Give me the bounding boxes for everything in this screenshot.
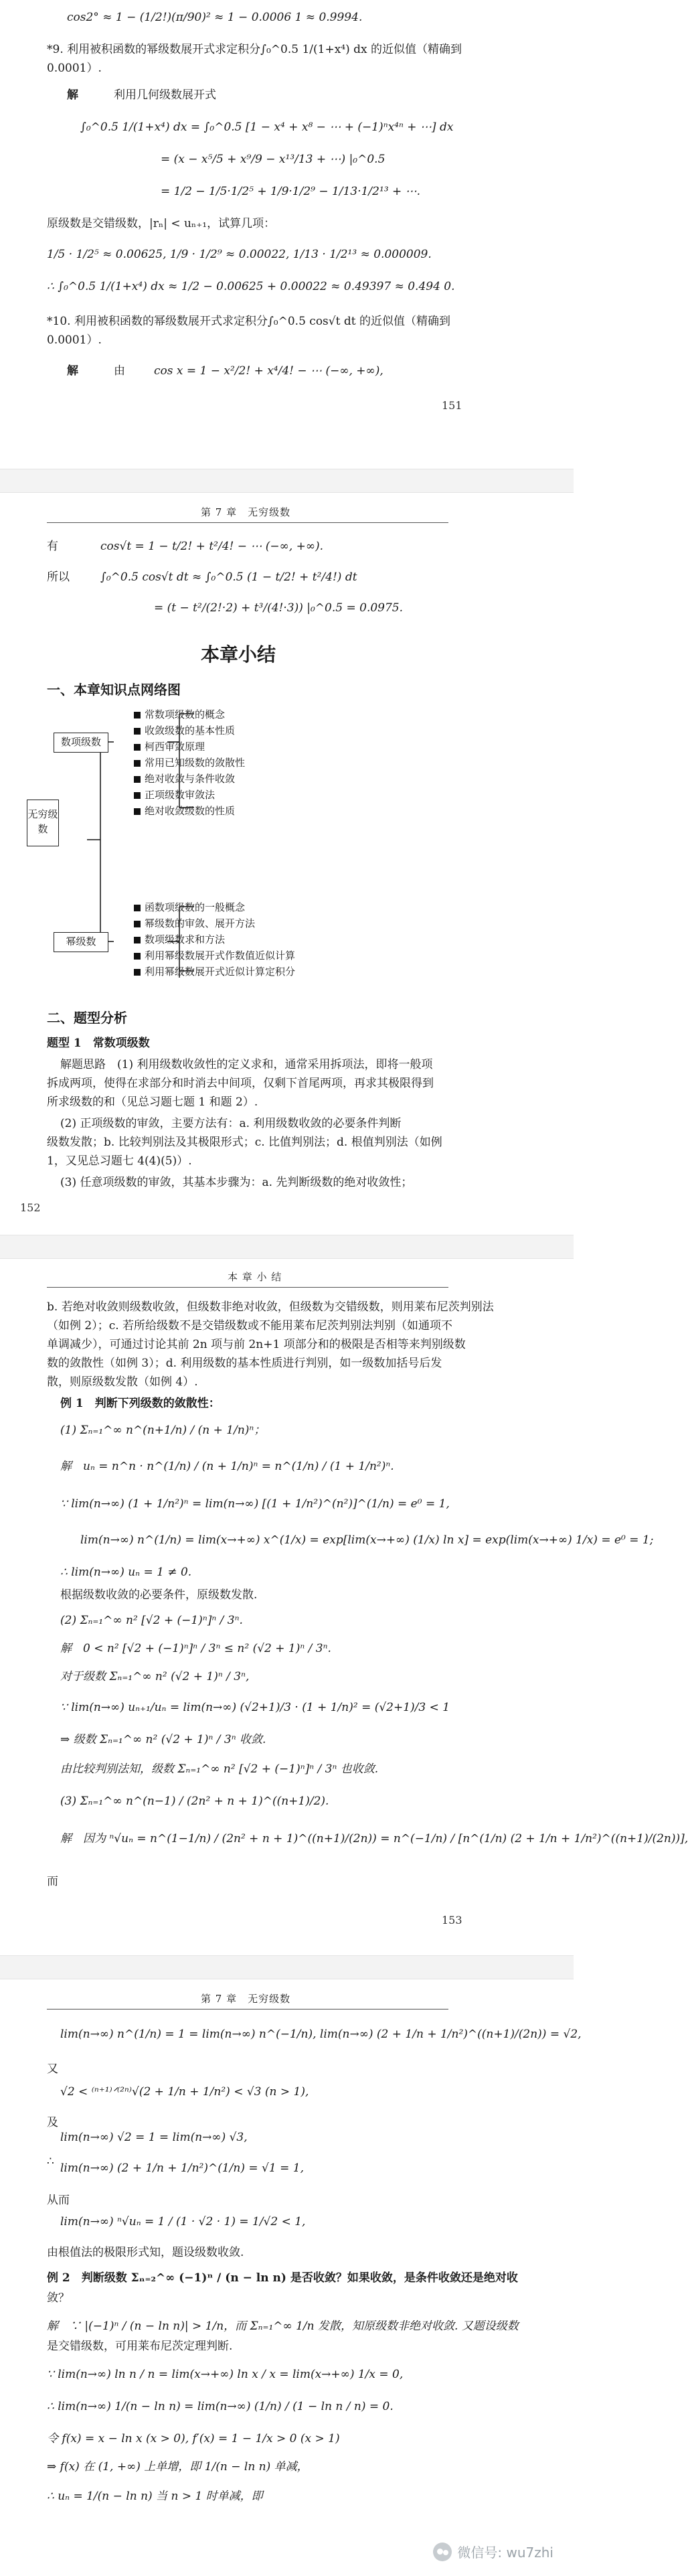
integral-expansion: ∫₀^0.5 1/(1+x⁴) dx = ∫₀^0.5 [1 − x⁴ + x⁸ − ⋯ + (−1)ⁿx⁴ⁿ + ⋯] dx [80, 121, 454, 134]
root-node [27, 800, 59, 846]
example-1-conclusion: 根据级数收敛的必要条件，原级数发散. [60, 1588, 258, 1602]
integral-result: ∴ ∫₀^0.5 1/(1+x⁴) dx ≈ 1/2 − 0.00625 + 0.00022 ≈ 0.49397 ≈ 0.494 0. [47, 280, 455, 293]
bullet-square-icon [134, 776, 141, 783]
method-cont-line: 散，则原级数发散（如例 4）. [47, 1375, 198, 1389]
example-2-abs: 解 ∵ |(−1)ⁿ / (n − ln n)| > 1/n，而 Σₙ₌₁^∞ 1/n 发散，知原级数非绝对收敛. 又题设级数 [47, 2320, 519, 2333]
example-1-un: 解 uₙ = n^n · n^(1/n) / (n + 1/n)ⁿ = n^(1/n) / (1 + 1/n²)ⁿ. [60, 1460, 394, 1473]
example-1-heading: 例 1 判断下列级数的敛散性： [60, 1397, 220, 1410]
section-problem-analysis: 二、题型分析 [47, 1010, 127, 1026]
problem-9-line-2: 0.0001）. [47, 62, 102, 75]
list-item: 正项级数审敛法 [134, 787, 215, 802]
bullet-square-icon [134, 905, 141, 911]
bullet-square-icon [134, 808, 141, 815]
limit-roots: lim(n→∞) √2 = 1 = lim(n→∞) √3, [60, 2131, 248, 2144]
alternating-note: 原级数是交错级数，|rₙ| < uₙ₊₁，试算几项： [47, 217, 276, 230]
page-number: 152 [20, 1201, 41, 1214]
root-node-label: 无穷级数 [27, 808, 58, 835]
page-number: 151 [442, 399, 462, 412]
example-2-un: ∴ uₙ = 1/(n − ln n) 当 n > 1 时单减，即 [47, 2490, 263, 2503]
example-2-leibniz: 是交错级数，可用莱布尼茨定理判断. [47, 2340, 233, 2353]
example-1-limit-a: ∵ lim(n→∞) (1 + 1/n²)ⁿ = lim(n→∞) [(1 + 1/n²)^(n²)]^(1/n) = e⁰ = 1, [60, 1497, 450, 1511]
er-label: 而 [47, 1875, 58, 1888]
page-separator [0, 1235, 574, 1259]
ji-label: 及 [47, 2116, 58, 2129]
chapter-summary-title: 本章小结 [201, 643, 276, 666]
example-1-part-2: (2) Σₙ₌₁^∞ n² [√2 + (−1)ⁿ]ⁿ / 3ⁿ. [60, 1614, 243, 1627]
integral-approx: ∫₀^0.5 cos√t dt ≈ ∫₀^0.5 (1 − t/2! + t²/4!) dt [100, 571, 357, 584]
method-line: 拆成两项，使得在求部分和时消去中间项，仅剩下首尾两项，再求其极限得到 [47, 1077, 434, 1090]
page-2 [0, 491, 574, 1255]
chapter-header: 本 章 小 结 [228, 1271, 282, 1283]
list-item: 利用幂级数展开式近似计算定积分 [134, 964, 295, 978]
example-1-limit-b: lim(n→∞) n^(1/n) = lim(x→+∞) x^(1/x) = exp[lim(x→+∞) (1/x) ln x] = exp(lim(x→+∞) 1/x) = e⁰ = 1; [80, 1533, 654, 1547]
example-1-part-3: (3) Σₙ₌₁^∞ n^(n−1) / (2n² + n + 1)^((n+1)/2). [60, 1795, 329, 1808]
bullet-square-icon [134, 937, 141, 943]
example-1-limit-un: ∴ lim(n→∞) uₙ = 1 ≠ 0. [60, 1566, 192, 1579]
series-terms: = 1/2 − 1/5·1/2⁵ + 1/9·1/2⁹ − 1/13·1/2¹³ + ⋯. [161, 185, 421, 198]
integral-evaluated: = (x − x⁵/5 + x⁹/9 − x¹³/13 + ⋯) |₀^0.5 [161, 153, 385, 166]
solution-by: 由 [114, 364, 125, 378]
bullet-square-icon [134, 792, 141, 799]
term-estimates: 1/5 · 1/2⁵ ≈ 0.00625, 1/9 · 1/2⁹ ≈ 0.00022, 1/13 · 1/2¹³ ≈ 0.000009. [47, 248, 432, 261]
page-number: 153 [442, 1914, 462, 1926]
wechat-icon [433, 2543, 452, 2561]
wechat-watermark [433, 2542, 553, 2561]
header-rule [47, 2009, 448, 2010]
limit-line: lim(n→∞) n^(1/n) = 1 = lim(n→∞) n^(−1/n), lim(n→∞) (2 + 1/n + 1/n²)^((n+1)/(2n)) = √2, [60, 2028, 582, 2041]
thus-label: 从而 [47, 2194, 70, 2207]
bullet-square-icon [134, 953, 141, 960]
list-item: 收敛级数的基本性质 [134, 723, 235, 737]
page-4 [0, 1978, 582, 2576]
root-conclusion: 由根值法的极限形式知，题设级数收敛. [47, 2246, 244, 2259]
method-line: 1，又见总习题七 4(4)(5)）. [47, 1154, 192, 1168]
chapter-header: 第 7 章 无穷级数 [201, 506, 291, 518]
list-item: 利用幂级数展开式作数值近似计算 [134, 948, 295, 962]
example-1-ratio: ∵ lim(n→∞) uₙ₊₁/uₙ = lim(n→∞) (√2+1)/3 · (1 + 1/n)² = (√2+1)/3 < 1 [60, 1701, 450, 1714]
you-label: 又 [47, 2062, 58, 2076]
list-item: 柯西审敛原理 [134, 739, 205, 753]
example-1-comparison-test: 由比较判别法知，级数 Σₙ₌₁^∞ n² [√2 + (−1)ⁿ]ⁿ / 3ⁿ 也收敛. [60, 1762, 379, 1776]
page-3 [0, 1258, 688, 1981]
cos-approx-line: cos2° ≈ 1 − (1/2!)(π/90)² ≈ 1 − 0.0006 1 ≈ 0.9994. [67, 11, 363, 24]
method-line: 所求级数的和（见总习题七题 1 和题 2）. [47, 1095, 258, 1109]
integral-value: = (t − t²/(2!·2) + t³/(4!·3)) |₀^0.5 = 0.0975. [154, 601, 404, 615]
page-1 [0, 0, 574, 489]
example-2-limit-term: ∴ lim(n→∞) 1/(n − ln n) = lim(n→∞) (1/n) / (1 − ln n / n) = 0. [47, 2400, 394, 2413]
solution-label-10: 解 [67, 364, 78, 378]
problem-10-line-2: 0.0001）. [47, 333, 102, 347]
method-line: (2) 正项级数的审敛，主要方法有：a. 利用级数收敛的必要条件判断 [60, 1117, 402, 1130]
method-line: 解题思路 (1) 利用级数收敛性的定义求和，通常采用拆项法，即将一般项 [60, 1058, 433, 1071]
problem-9-line: *9. 利用被积函数的幂级数展开式求定积分∫₀^0.5 1/(1+x⁴) dx 的近似值（精确到 [47, 43, 462, 56]
limit-one: lim(n→∞) (2 + 1/n + 1/n²)^(1/n) = √1 = 1, [60, 2162, 304, 2175]
method-cont-line: （如例 2）；c. 若所给级数不是交错级数或不能用莱布尼茨判别法判别（如通项不 [47, 1319, 453, 1333]
example-2-heading-cont: 敛？ [47, 2291, 70, 2305]
list-item: 绝对收敛级数的性质 [134, 804, 235, 818]
watermark-text: 微信号: wu7zhi [457, 2545, 553, 2561]
example-2-heading: 例 2 判断级数 Σₙ₌₂^∞ (−1)ⁿ / (n − ln n) 是否收敛？如果收敛，是条件收敛还是绝对收 [47, 2271, 518, 2285]
example-1-converge: ⇒ 级数 Σₙ₌₁^∞ n² (√2 + 1)ⁿ / 3ⁿ 收敛. [60, 1733, 266, 1746]
example-1-root: 解 因为 ⁿ√uₙ = n^(1−1/n) / (2n² + n + 1)^((n+1)/(2n)) = n^(−1/n) / [n^(1/n) (2 + 1/n + 1/n²)^((n+1)/(2n))], [60, 1832, 688, 1845]
list-item: 常数项级数的概念 [134, 707, 225, 721]
section-knowledge-map: 一、本章知识点网络图 [47, 682, 181, 698]
cos-sqrt-series: cos√t = 1 − t/2! + t²/4! − ⋯ (−∞, +∞). [100, 540, 324, 553]
cos-series: cos x = 1 − x²/2! + x⁴/4! − ⋯ (−∞, +∞), [154, 364, 383, 378]
header-rule [47, 1287, 448, 1288]
method-line: 级数发散；b. 比较判别法及其极限形式；c. 比值判别法；d. 根值判别法（如例 [47, 1136, 442, 1149]
list-item: 绝对收敛与条件收敛 [134, 771, 235, 785]
branch-node-power-series: 幂级数 [54, 932, 108, 952]
header-rule [47, 522, 448, 523]
list-item: 数项级数求和方法 [134, 932, 225, 946]
chapter-header: 第 7 章 无穷级数 [201, 1993, 291, 2005]
solution-intro: 利用几何级数展开式 [114, 88, 216, 102]
method-cont-line: b. 若绝对收敛则级数收敛，但级数非绝对收敛，但级数为交错级数，则用莱布尼茨判别法 [47, 1300, 494, 1314]
problem-type-1: 题型 1 常数项级数 [47, 1037, 150, 1050]
example-2-fx: 令 f(x) = x − ln x (x > 0), f′(x) = 1 − 1/x > 0 (x > 1) [47, 2432, 340, 2445]
bullet-square-icon [134, 969, 141, 976]
example-1-compare: 对于级数 Σₙ₌₁^∞ n² (√2 + 1)ⁿ / 3ⁿ, [60, 1670, 250, 1683]
so-label: 所以 [47, 571, 70, 584]
bullet-square-icon [134, 712, 141, 718]
method-cont-line: 数的敛散性（如例 3）；d. 利用级数的基本性质进行判别，如一级数加括号后发 [47, 1357, 442, 1370]
bullet-square-icon [134, 744, 141, 751]
bullet-square-icon [134, 728, 141, 735]
example-2-limit-ln: ∵ lim(n→∞) ln n / n = lim(x→+∞) ln x / x = lim(x→+∞) 1/x = 0, [47, 2368, 404, 2381]
page-separator [0, 1955, 574, 1979]
method-line: (3) 任意项级数的审敛，其基本步骤为：a. 先判断级数的绝对收敛性； [60, 1176, 413, 1189]
have-label: 有 [47, 540, 58, 553]
problem-10-line: *10. 利用被积函数的幂级数展开式求定积分∫₀^0.5 cos√t dt 的近似值（精确到 [47, 315, 450, 328]
list-item: 函数项级数的一般概念 [134, 900, 245, 914]
solution-label: 解 [67, 88, 78, 102]
example-2-monotone: ⇒ f(x) 在 (1, +∞) 上单增，即 1/(n − ln n) 单减， [47, 2460, 309, 2474]
page-separator [0, 469, 574, 493]
squeeze-bound: √2 < ⁽ⁿ⁺¹⁾ᐟ⁽²ⁿ⁾√(2 + 1/n + 1/n²) < √3 (n > 1), [60, 2085, 309, 2099]
example-1-bound: 解 0 < n² [√2 + (−1)ⁿ]ⁿ / 3ⁿ ≤ n² (√2 + 1)ⁿ / 3ⁿ. [60, 1642, 331, 1655]
list-item: 常用已知级数的敛散性 [134, 755, 245, 769]
root-limit: lim(n→∞) ⁿ√uₙ = 1 / (1 · √2 · 1) = 1/√2 < 1, [60, 2215, 306, 2228]
method-cont-line: 单调减少），可通过讨论其前 2n 项与前 2n+1 项部分和的极限是否相等来判别级数 [47, 1338, 466, 1351]
example-1-part-1: (1) Σₙ₌₁^∞ n^(n+1/n) / (n + 1/n)ⁿ； [60, 1424, 266, 1437]
bullet-square-icon [134, 760, 141, 767]
list-item: 幂级数的审敛、展开方法 [134, 916, 255, 930]
therefore-label: ∴ [47, 2155, 54, 2168]
bullet-square-icon [134, 921, 141, 927]
branch-node-numeric-series: 数项级数 [54, 733, 108, 753]
